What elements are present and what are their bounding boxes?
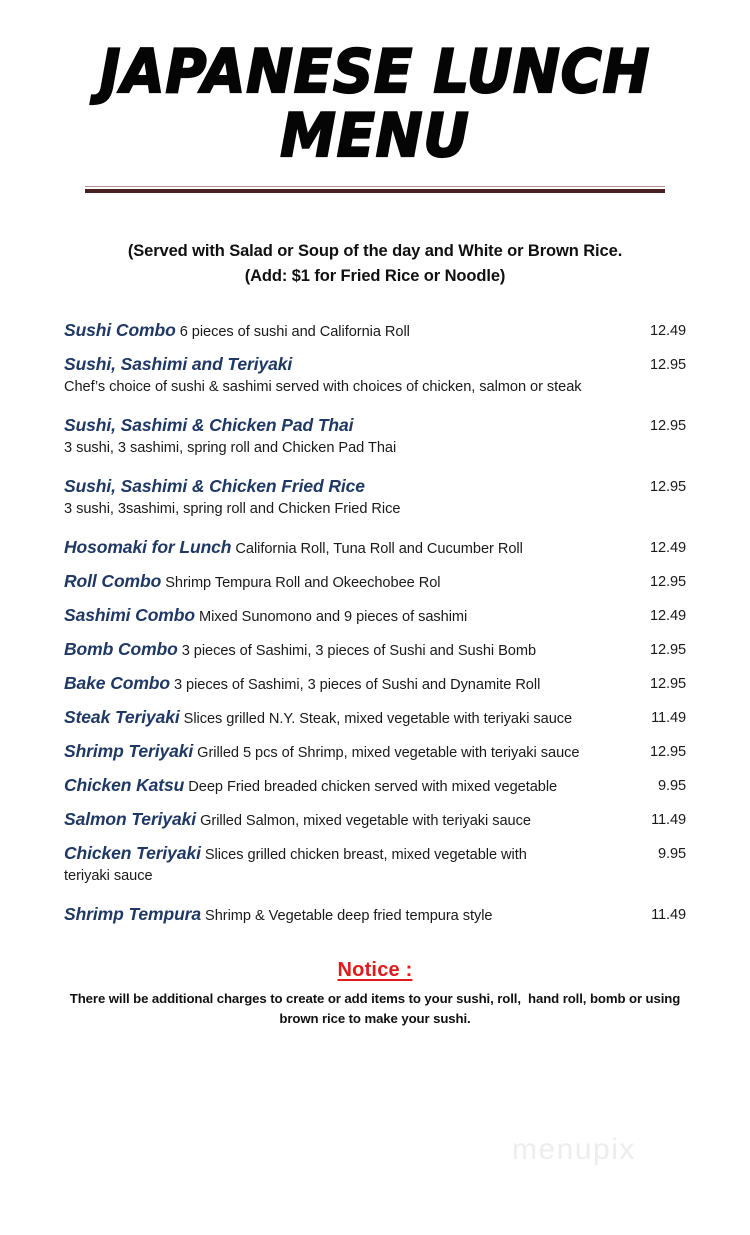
- menu-item: [64, 605, 686, 626]
- menu-item-text: [64, 415, 620, 436]
- title-divider: [85, 186, 665, 193]
- menu-item-description-inline: Slices grilled N.Y. Steak, mixed vegetable with teriyaki sauce: [179, 711, 573, 728]
- menu-title-block: [0, 0, 750, 171]
- menu-item-price: 12.95: [649, 479, 686, 496]
- page-title-line-1: JAPANESE LUNCH: [99, 37, 651, 107]
- menu-item-description: 3 sushi, 3sashimi, spring roll and Chicken Fried Rice: [64, 501, 401, 518]
- menu-item-description-inline: Grilled Salmon, mixed vegetable with teriyaki sauce: [196, 813, 531, 830]
- menu-item-header: [64, 673, 686, 694]
- menu-item: [64, 415, 686, 459]
- menu-item-description-inline: Mixed Sunomono and 9 pieces of sashimi: [194, 609, 468, 626]
- menu-item-list: [64, 320, 686, 926]
- menu-item-text: [64, 354, 620, 375]
- menu-item-name: Salmon Teriyaki: [64, 809, 197, 830]
- menu-item-description-inline: 3 pieces of Sashimi, 3 pieces of Sushi and Dynamite Roll: [169, 677, 541, 694]
- menu-item-description-inline: Shrimp Tempura Roll and Okeechobee Rol: [161, 575, 441, 592]
- menu-item: [64, 904, 686, 925]
- notice-block: [65, 959, 685, 1029]
- notice-body: There will be additional charges to create or add items to your sushi, roll, hand roll, bomb or using brown rice to make your sushi.: [69, 991, 684, 1027]
- menu-item-header: [64, 476, 686, 497]
- menu-item-header: [64, 809, 686, 830]
- menu-item-description-inline: Deep Fried breaded chicken served with mixed vegetable: [184, 779, 558, 796]
- menu-item-header: [64, 354, 686, 375]
- menu-item-name: Sashimi Combo: [64, 605, 195, 626]
- menu-item-price: 12.95: [649, 642, 686, 659]
- menu-item-header: [64, 605, 686, 626]
- menu-item-description-inline: Slices grilled chicken breast, mixed vegetable with: [200, 847, 527, 864]
- menu-item-text: [64, 537, 620, 558]
- menu-item-header: [64, 320, 686, 341]
- menu-item-price: 11.49: [651, 812, 686, 829]
- menu-item-description-inline: 6 pieces of sushi and California Roll: [175, 323, 410, 340]
- menu-item-name: Bake Combo: [64, 673, 170, 694]
- menu-item-header: [64, 775, 686, 796]
- menu-item-name: Sushi, Sashimi and Teriyaki: [64, 353, 293, 374]
- menu-item-name: Shrimp Teriyaki: [64, 741, 194, 762]
- menu-item-name: Sushi, Sashimi & Chicken Fried Rice: [64, 476, 365, 497]
- menu-item-text: [64, 639, 620, 660]
- page-title-line-2: MENU: [280, 100, 470, 171]
- menu-item: [64, 537, 686, 558]
- menu-item-name: Chicken Teriyaki: [64, 843, 201, 864]
- menu-item-header: [64, 741, 686, 762]
- menu-item-description: Chef’s choice of sushi & sashimi served with choices of chicken, salmon or steak: [64, 378, 582, 395]
- menu-item-text: [64, 571, 620, 592]
- menu-item: [64, 843, 686, 887]
- menu-item-name: Shrimp Tempura: [64, 904, 202, 925]
- menu-item-price: 9.95: [657, 778, 686, 795]
- subtitle-line-2: (Add: $1 for Fried Rice or Noodle): [244, 267, 506, 286]
- menu-item-text: [64, 707, 620, 728]
- menu-item-header: [64, 904, 686, 925]
- menu-item-header: [64, 415, 686, 436]
- menu-item-header: [64, 639, 686, 660]
- menu-item: [64, 320, 686, 341]
- menu-item-text: [64, 605, 620, 626]
- menu-item-text: [64, 843, 620, 864]
- menu-item-price: 12.95: [649, 574, 686, 591]
- menu-item-name: Roll Combo: [64, 571, 162, 592]
- menu-item-text: [64, 320, 620, 341]
- menu-item-price: 11.49: [651, 907, 686, 924]
- menu-item-price: 12.49: [649, 540, 686, 557]
- menu-item: [64, 639, 686, 660]
- menu-item-description-inline: California Roll, Tuna Roll and Cucumber Roll: [231, 541, 523, 558]
- menu-item-text: [64, 476, 620, 497]
- menu-item-description-inline: Shrimp & Vegetable deep fried tempura style: [201, 908, 493, 925]
- menu-item-name: Sushi Combo: [64, 319, 176, 340]
- divider-thick-rule: [85, 189, 665, 193]
- menu-item-price: 11.49: [651, 710, 686, 727]
- menu-item-name: Hosomaki for Lunch: [64, 537, 232, 558]
- menu-item-header: [64, 707, 686, 728]
- menu-item-description: teriyaki sauce: [64, 868, 153, 885]
- menu-item: [64, 476, 686, 520]
- menu-item-description-inline: 3 pieces of Sashimi, 3 pieces of Sushi and Sushi Bomb: [177, 643, 537, 660]
- menu-item-text: [64, 775, 620, 796]
- menu-item-price: 9.95: [657, 846, 686, 863]
- subtitle-line-1: (Served with Salad or Soup of the day and White or Brown Rice.: [127, 241, 623, 260]
- menu-item-header: [64, 843, 686, 864]
- menu-item-price: 12.95: [649, 356, 686, 373]
- menu-item: [64, 741, 686, 762]
- menu-item-name: Sushi, Sashimi & Chicken Pad Thai: [64, 414, 354, 435]
- menu-item-name: Bomb Combo: [64, 639, 178, 660]
- divider-thin-rule: [85, 186, 665, 187]
- menu-item-name: Chicken Katsu: [64, 775, 185, 796]
- menu-item: [64, 707, 686, 728]
- menu-item-name: Steak Teriyaki: [64, 707, 180, 728]
- menu-item: [64, 775, 686, 796]
- menu-item-text: [64, 809, 620, 830]
- menu-item-header: [64, 537, 686, 558]
- menu-item: [64, 571, 686, 592]
- menu-item-price: 12.95: [649, 744, 686, 761]
- menu-item-text: [64, 673, 620, 694]
- menu-subtitle: [55, 239, 695, 290]
- menu-item-price: 12.49: [649, 608, 686, 625]
- menu-item: [64, 809, 686, 830]
- menupix-watermark: menupix: [512, 1133, 636, 1166]
- menu-item-header: [64, 571, 686, 592]
- menu-item-text: [64, 904, 620, 925]
- menu-item-price: 12.95: [649, 676, 686, 693]
- menu-item-price: 12.49: [649, 322, 686, 339]
- menu-item-description-inline: Grilled 5 pcs of Shrimp, mixed vegetable with teriyaki sauce: [193, 745, 580, 762]
- menu-item-price: 12.95: [649, 417, 686, 434]
- notice-title: Notice :: [337, 959, 413, 982]
- menu-item: [64, 673, 686, 694]
- menu-item: [64, 354, 686, 398]
- menu-item-description: 3 sushi, 3 sashimi, spring roll and Chicken Pad Thai: [64, 439, 397, 456]
- menu-item-text: [64, 741, 620, 762]
